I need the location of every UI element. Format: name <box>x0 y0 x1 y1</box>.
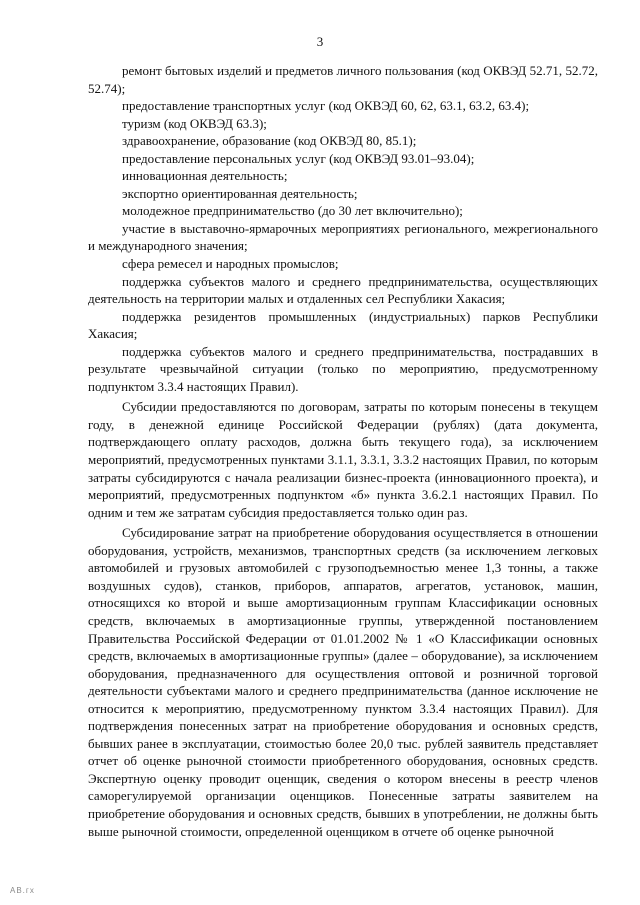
list-item-rural-support: поддержка субъектов малого и среднего предпринимательства, осуществляющих деятельность на территории малых и отдаленных сел Республики Хакасия; <box>88 273 598 307</box>
list-item-innovation: инновационная деятельность; <box>122 168 288 184</box>
list-item-export: экспортно ориентированная деятельность; <box>122 185 358 201</box>
list-item-tourism: туризм (код ОКВЭД 63.3); <box>122 115 267 131</box>
footer-mark: АВ.гх <box>10 886 35 895</box>
paragraph-subsidies-terms: Субсидии предоставляются по договорам, затраты по которым понесены в текущем году, в денежной единице Российской Федерации (рублях) (дата документа, подтверждающего оплату расходов, должна быть текущего года), за исключением мероприятий, предусмотренных пунктами 3.1.1, 3.3.1, 3.3.2 настоящих Правил, по которым затраты субсидируются с начала реализации бизнес-проекта (инновационного проекта), и мероприятий, предусмотренных подпунктом «б» пункта 3.6.2.1 настоящих Правил. По одним и тем же затратам субсидия предоставляется только один раз. <box>88 399 598 520</box>
list-item-crafts: сфера ремесел и народных промыслов; <box>122 256 339 272</box>
list-item-personal-services: предоставление персональных услуг (код ОКВЭД 93.01–93.04); <box>122 150 475 166</box>
list-item-emergency: поддержка субъектов малого и среднего предпринимательства, пострадавших в результате чрезвычайной ситуации (только по мероприятию, предусмотренному подпунктом 3.3.4 настоящих Правил). <box>88 343 598 394</box>
list-item-exhibitions: участие в выставочно-ярмарочных мероприятиях регионального, межрегионального и международного значения; <box>88 220 598 254</box>
list-item-youth: молодежное предпринимательство (до 30 лет включительно); <box>122 203 463 219</box>
list-item-industrial-parks: поддержка резидентов промышленных (индустриальных) парков Республики Хакасия; <box>88 308 598 342</box>
list-item-transport: предоставление транспортных услуг (код ОКВЭД 60, 62, 63.1, 63.2, 63.4); <box>122 98 530 114</box>
paragraph-equipment-subsidy: Субсидирование затрат на приобретение оборудования осуществляется в отношении оборудования, устройств, механизмов, транспортных средств (за исключением легковых автомобилей и грузовых автомобилей с грузоподъемностью менее 1,3 тонны, а также воздушных судов), станков, приборов, аппаратов, агрегатов, установок, машин, относящихся ко второй и выше амортизационным группам Классификации основных средств, включаемых в амортизационные группы, утвержденной постановлением Правительства Российской Федерации от 01.01.2002 № 1 «О Классификации основных средств, включаемых в амортизационные группы» (далее – оборудование), за исключением оборудования, предназначенного для осуществления оптовой и розничной торговой деятельности субъектами малого и среднего предпринимательства (данное исключение не относится к мероприятию, предусмотренному пунктом 3.3.4 настоящих Правил). Для подтверждения понесенных затрат на приобретение оборудования и основных средств, бывших ранее в эксплуатации, стоимостью более 20,0 тыс. рублей заявитель представляет отчет об оценке рыночной стоимости приобретенного оборудования, основных средств. Экспертную оценку проводит оценщик, сведения о котором внесены в реестр членов саморегулируемой организации оценщиков. Понесенные затраты заявителем на приобретение оборудования и основных средств, бывших в употреблении, не должны быть выше рыночной стоимости, определенной оценщиком в отчете об оценке рыночной <box>88 525 598 839</box>
list-item-repair: ремонт бытовых изделий и предметов личного пользования (код ОКВЭД 52.71, 52.72, 52.74); <box>88 63 598 96</box>
page-number: 3 <box>316 34 324 49</box>
document-body <box>88 62 598 840</box>
list-item-health-education: здравоохранение, образование (код ОКВЭД 80, 85.1); <box>122 133 417 149</box>
